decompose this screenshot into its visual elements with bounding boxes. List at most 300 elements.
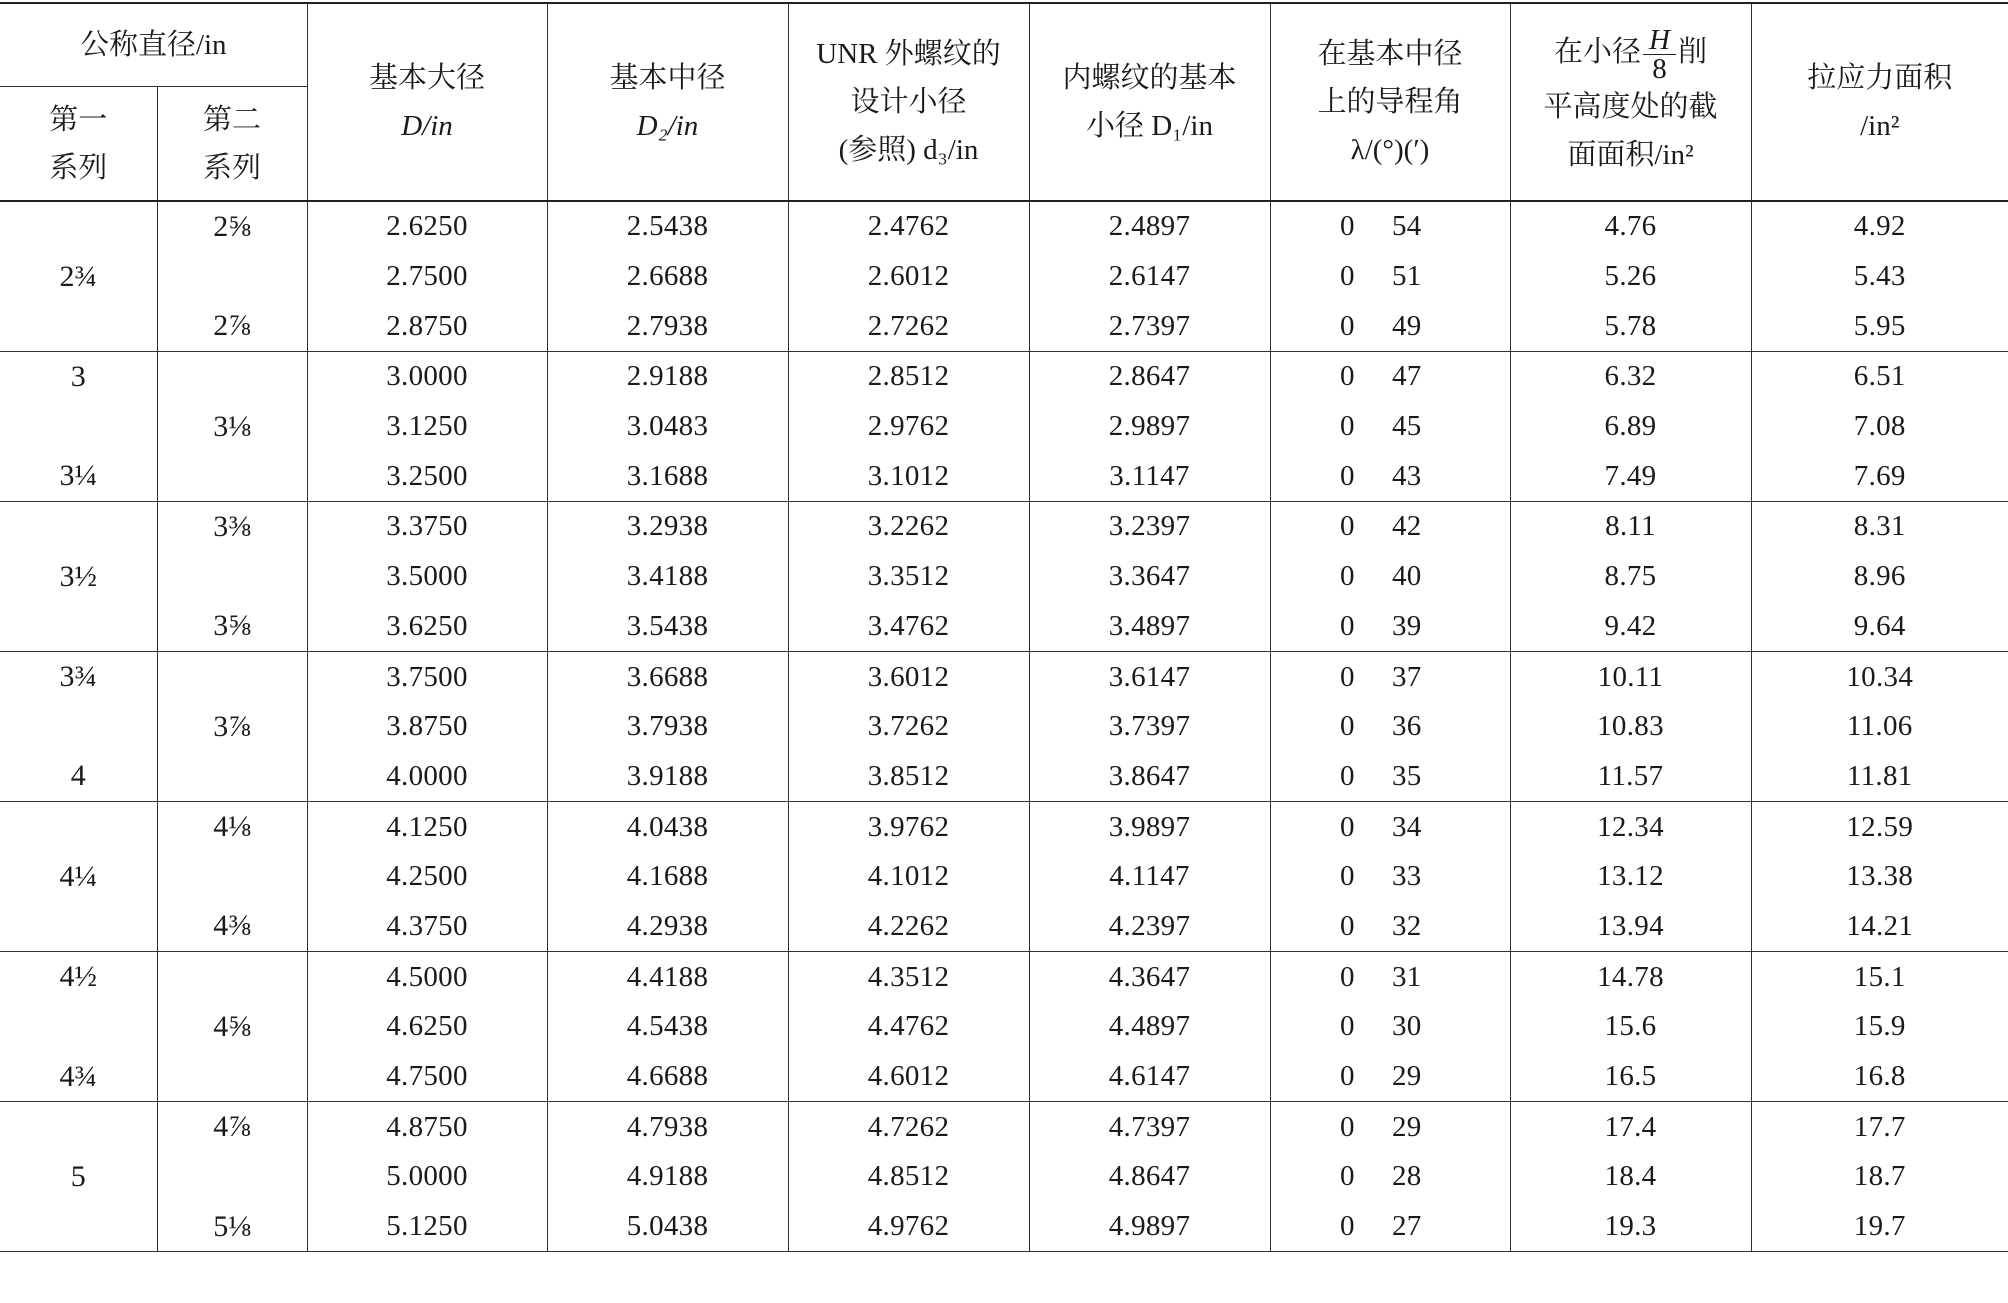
header-text-line: 第二 [202, 103, 261, 136]
lead-angle-degrees: 0 [1340, 560, 1355, 593]
lead-angle-degrees: 0 [1340, 360, 1355, 393]
header-text-line: 设计小径 [850, 86, 967, 118]
cell-second-series: 3⅛ [157, 402, 307, 452]
cell-section-area: 18.4 [1510, 1152, 1751, 1202]
lead-angle-minutes: 35 [1392, 759, 1422, 792]
cell-second-series [157, 252, 307, 302]
table-row [0, 352, 2008, 402]
cell-internal-minor-diameter: 3.4897 [1029, 602, 1270, 652]
cell-unr-minor-diameter: 3.7262 [788, 702, 1029, 752]
table-row [0, 1002, 2008, 1052]
cell-first-series: 3¼ [59, 459, 97, 493]
cell-section-area: 5.78 [1510, 301, 1751, 351]
lead-angle-degrees: 0 [1340, 309, 1355, 342]
cell-unr-minor-diameter: 3.3512 [788, 552, 1029, 602]
table-row [0, 252, 2008, 302]
cell-basic-major-diameter: 3.6250 [307, 602, 547, 652]
header-text-line: 系列 [49, 151, 108, 184]
header-text-line: 第一 [49, 103, 108, 136]
cell-second-series: 4⅜ [157, 902, 307, 952]
header-text-line: 基本中径 [609, 62, 726, 94]
lead-angle-degrees: 0 [1340, 660, 1355, 693]
lead-angle-degrees: 0 [1340, 1010, 1355, 1043]
cell-second-series: 3⅞ [157, 702, 307, 752]
cell-basic-major-diameter: 4.6250 [307, 1002, 547, 1052]
cell-basic-pitch-diameter: 2.6688 [547, 252, 788, 302]
table-row [0, 652, 2008, 702]
header-basic-major-diameter [307, 3, 547, 201]
cell-internal-minor-diameter: 4.6147 [1029, 1052, 1270, 1102]
cell-second-series: 3⅝ [157, 602, 307, 652]
cell-internal-minor-diameter: 4.2397 [1029, 902, 1270, 952]
table-row [0, 201, 2008, 252]
lead-angle-value [1340, 410, 1440, 443]
row-group [0, 502, 2008, 652]
cell-basic-major-diameter: 5.0000 [307, 1152, 547, 1202]
header-text-line: 系列 [202, 151, 261, 184]
cell-tensile-stress-area: 8.96 [1751, 552, 2008, 602]
cell-first-series: 2¾ [59, 259, 97, 293]
row-group [0, 201, 2008, 352]
cell-basic-major-diameter: 3.5000 [307, 552, 547, 602]
cell-internal-minor-diameter: 2.4897 [1029, 201, 1270, 252]
cell-first-series [0, 1102, 157, 1152]
cell-internal-minor-diameter: 4.8647 [1029, 1152, 1270, 1202]
lead-angle-minutes: 32 [1392, 909, 1422, 942]
header-text-fragment: 在小径 [1554, 35, 1642, 68]
cell-unr-minor-diameter: 4.4762 [788, 1002, 1029, 1052]
lead-angle-value [1340, 510, 1440, 543]
cell-basic-major-diameter: 5.1250 [307, 1202, 547, 1252]
cell-second-series: 2⅝ [157, 201, 307, 252]
cell-lead-angle [1270, 602, 1510, 652]
cell-basic-major-diameter: 2.8750 [307, 301, 547, 351]
lead-angle-degrees: 0 [1340, 759, 1355, 792]
cell-first-series [0, 602, 157, 652]
cell-section-area: 13.94 [1510, 902, 1751, 952]
lead-angle-minutes: 40 [1392, 560, 1422, 593]
cell-first-series [0, 902, 157, 952]
cell-basic-major-diameter: 2.7500 [307, 252, 547, 302]
table-row [0, 1102, 2008, 1152]
table-row [0, 552, 2008, 602]
table-row [0, 602, 2008, 652]
cell-second-series [157, 451, 307, 501]
cell-first-series: 5 [70, 1159, 86, 1193]
cell-second-series: 4⅝ [157, 1002, 307, 1052]
cell-second-series [157, 752, 307, 802]
header-tensile-stress-area [1751, 3, 2008, 201]
fraction-denominator: 8 [1652, 52, 1667, 85]
cell-lead-angle [1270, 902, 1510, 952]
table-row [0, 702, 2008, 752]
lead-angle-degrees: 0 [1340, 510, 1355, 543]
cell-lead-angle [1270, 852, 1510, 902]
cell-basic-pitch-diameter: 4.4188 [547, 952, 788, 1002]
lead-angle-value [1340, 961, 1440, 994]
cell-lead-angle [1270, 1152, 1510, 1202]
cell-basic-major-diameter: 4.1250 [307, 802, 547, 852]
header-text-line: 上的导程角 [1317, 86, 1463, 118]
cell-section-area: 17.4 [1510, 1102, 1751, 1152]
cell-basic-major-diameter: 4.5000 [307, 952, 547, 1002]
lead-angle-degrees: 0 [1340, 260, 1355, 293]
lead-angle-value [1340, 560, 1440, 593]
cell-tensile-stress-area: 15.1 [1751, 952, 2008, 1002]
header-text-line: 小径 D₁/in [1086, 110, 1213, 142]
cell-basic-major-diameter: 3.0000 [307, 352, 547, 402]
header-section-area [1510, 3, 1751, 201]
cell-basic-major-diameter: 4.3750 [307, 902, 547, 952]
cell-tensile-stress-area: 11.06 [1751, 702, 2008, 752]
cell-basic-pitch-diameter: 3.5438 [547, 602, 788, 652]
lead-angle-minutes: 45 [1392, 410, 1422, 443]
cell-internal-minor-diameter: 2.7397 [1029, 301, 1270, 351]
header-nominal-text: 公称直径/in [79, 29, 227, 61]
cell-tensile-stress-area: 18.7 [1751, 1152, 2008, 1202]
cell-basic-pitch-diameter: 3.0483 [547, 402, 788, 452]
cell-unr-minor-diameter: 4.2262 [788, 902, 1029, 952]
lead-angle-value [1340, 610, 1440, 643]
cell-unr-minor-diameter: 4.3512 [788, 952, 1029, 1002]
cell-tensile-stress-area: 4.92 [1751, 201, 2008, 252]
cell-first-series: 3½ [59, 559, 97, 593]
cell-tensile-stress-area: 5.43 [1751, 252, 2008, 302]
lead-angle-minutes: 29 [1392, 1110, 1422, 1143]
cell-internal-minor-diameter: 4.9897 [1029, 1202, 1270, 1252]
lead-angle-value [1340, 860, 1440, 893]
cell-internal-minor-diameter: 2.6147 [1029, 252, 1270, 302]
cell-lead-angle [1270, 652, 1510, 702]
cell-second-series: 4⅞ [157, 1102, 307, 1152]
cell-unr-minor-diameter: 3.4762 [788, 602, 1029, 652]
cell-tensile-stress-area: 7.08 [1751, 402, 2008, 452]
cell-first-series [0, 301, 157, 351]
cell-tensile-stress-area: 14.21 [1751, 902, 2008, 952]
table-row [0, 902, 2008, 952]
lead-angle-value [1340, 360, 1440, 393]
cell-first-series: 4½ [59, 960, 97, 994]
table-row [0, 402, 2008, 452]
header-basic-pitch-diameter [547, 3, 788, 201]
header-internal-minor-diameter [1029, 3, 1270, 201]
lead-angle-degrees: 0 [1340, 1160, 1355, 1193]
cell-section-area: 11.57 [1510, 752, 1751, 802]
table-row [0, 301, 2008, 351]
cell-section-area: 5.26 [1510, 252, 1751, 302]
cell-internal-minor-diameter: 3.9897 [1029, 802, 1270, 852]
cell-lead-angle [1270, 1002, 1510, 1052]
lead-angle-degrees: 0 [1340, 710, 1355, 743]
lead-angle-minutes: 47 [1392, 360, 1422, 393]
cell-basic-pitch-diameter: 4.7938 [547, 1102, 788, 1152]
cell-second-series: 2⅞ [157, 301, 307, 351]
cell-lead-angle [1270, 352, 1510, 402]
cell-second-series [157, 652, 307, 702]
cell-basic-major-diameter: 3.1250 [307, 402, 547, 452]
cell-lead-angle [1270, 1202, 1510, 1252]
cell-first-series: 4¾ [59, 1059, 97, 1093]
lead-angle-value [1340, 910, 1440, 943]
cell-unr-minor-diameter: 3.2262 [788, 502, 1029, 552]
lead-angle-degrees: 0 [1340, 1210, 1355, 1243]
cell-basic-pitch-diameter: 2.7938 [547, 301, 788, 351]
cell-basic-major-diameter: 2.6250 [307, 201, 547, 252]
lead-angle-value [1340, 260, 1440, 293]
cell-basic-pitch-diameter: 3.4188 [547, 552, 788, 602]
cell-basic-major-diameter: 3.3750 [307, 502, 547, 552]
lead-angle-value [1340, 310, 1440, 343]
cell-section-area: 10.11 [1510, 652, 1751, 702]
cell-section-area: 15.6 [1510, 1002, 1751, 1052]
cell-unr-minor-diameter: 3.1012 [788, 451, 1029, 501]
cell-basic-major-diameter: 4.0000 [307, 752, 547, 802]
table-row [0, 1152, 2008, 1202]
header-text-line: /in² [1860, 110, 1900, 142]
cell-internal-minor-diameter: 3.3647 [1029, 552, 1270, 602]
cell-basic-pitch-diameter: 4.6688 [547, 1052, 788, 1102]
cell-unr-minor-diameter: 2.6012 [788, 252, 1029, 302]
cell-first-series [0, 1202, 157, 1252]
cell-unr-minor-diameter: 2.8512 [788, 352, 1029, 402]
lead-angle-minutes: 51 [1392, 260, 1422, 293]
cell-unr-minor-diameter: 2.9762 [788, 402, 1029, 452]
cell-section-area: 7.49 [1510, 451, 1751, 501]
cell-second-series [157, 352, 307, 402]
lead-angle-degrees: 0 [1340, 410, 1355, 443]
table-row [0, 1202, 2008, 1252]
cell-basic-pitch-diameter: 4.1688 [547, 852, 788, 902]
header-text-line: 拉应力面积 [1807, 62, 1953, 94]
header-text-line: 基本大径 [368, 62, 485, 94]
lead-angle-value [1340, 661, 1440, 694]
cell-section-area: 4.76 [1510, 201, 1751, 252]
cell-internal-minor-diameter: 4.3647 [1029, 952, 1270, 1002]
lead-angle-minutes: 36 [1392, 710, 1422, 743]
header-text-fragment: 削 [1677, 35, 1707, 68]
cell-unr-minor-diameter: 3.9762 [788, 802, 1029, 852]
cell-tensile-stress-area: 17.7 [1751, 1102, 2008, 1152]
cell-lead-angle [1270, 301, 1510, 351]
cell-tensile-stress-area: 15.9 [1751, 1002, 2008, 1052]
cell-second-series: 3⅜ [157, 502, 307, 552]
header-unr-minor-diameter [788, 3, 1029, 201]
cell-lead-angle [1270, 752, 1510, 802]
cell-tensile-stress-area: 5.95 [1751, 301, 2008, 351]
cell-lead-angle [1270, 201, 1510, 252]
header-text-line: λ/(°)(′) [1350, 134, 1430, 166]
cell-basic-pitch-diameter: 2.5438 [547, 201, 788, 252]
cell-unr-minor-diameter: 4.6012 [788, 1052, 1029, 1102]
cell-tensile-stress-area: 8.31 [1751, 502, 2008, 552]
row-group [0, 1102, 2008, 1252]
cell-basic-major-diameter: 4.2500 [307, 852, 547, 902]
cell-internal-minor-diameter: 3.8647 [1029, 752, 1270, 802]
cell-section-area: 8.75 [1510, 552, 1751, 602]
cell-first-series [0, 702, 157, 752]
cell-lead-angle [1270, 802, 1510, 852]
header-second-series [157, 87, 307, 202]
cell-first-series [0, 1002, 157, 1052]
cell-basic-pitch-diameter: 4.0438 [547, 802, 788, 852]
cell-unr-minor-diameter: 2.7262 [788, 301, 1029, 351]
cell-section-area: 6.32 [1510, 352, 1751, 402]
lead-angle-value [1340, 1060, 1440, 1093]
lead-angle-degrees: 0 [1340, 909, 1355, 942]
header-text-line: 在基本中径 [1317, 38, 1463, 70]
cell-tensile-stress-area: 19.7 [1751, 1202, 2008, 1252]
cell-internal-minor-diameter: 4.4897 [1029, 1002, 1270, 1052]
cell-internal-minor-diameter: 3.1147 [1029, 451, 1270, 501]
table-row [0, 1052, 2008, 1102]
cell-section-area: 12.34 [1510, 802, 1751, 852]
lead-angle-minutes: 54 [1392, 210, 1422, 243]
cell-section-area: 16.5 [1510, 1052, 1751, 1102]
cell-tensile-stress-area: 11.81 [1751, 752, 2008, 802]
cell-lead-angle [1270, 1102, 1510, 1152]
lead-angle-value [1340, 1160, 1440, 1193]
lead-angle-minutes: 37 [1392, 660, 1422, 693]
header-text-line: (参照) d₃/in [838, 134, 979, 166]
cell-unr-minor-diameter: 4.8512 [788, 1152, 1029, 1202]
cell-tensile-stress-area: 16.8 [1751, 1052, 2008, 1102]
cell-second-series: 4⅛ [157, 802, 307, 852]
row-group [0, 652, 2008, 802]
cell-internal-minor-diameter: 4.1147 [1029, 852, 1270, 902]
cell-tensile-stress-area: 10.34 [1751, 652, 2008, 702]
table-row [0, 852, 2008, 902]
cell-unr-minor-diameter: 2.4762 [788, 201, 1029, 252]
cell-internal-minor-diameter: 4.7397 [1029, 1102, 1270, 1152]
lead-angle-minutes: 30 [1392, 1010, 1422, 1043]
lead-angle-value [1340, 1210, 1440, 1243]
cell-second-series [157, 552, 307, 602]
cell-internal-minor-diameter: 2.8647 [1029, 352, 1270, 402]
cell-basic-major-diameter: 3.7500 [307, 652, 547, 702]
lead-angle-degrees: 0 [1340, 459, 1355, 492]
cell-lead-angle [1270, 702, 1510, 752]
cell-tensile-stress-area: 12.59 [1751, 802, 2008, 852]
header-text-line: 平高度处的截 [1543, 90, 1718, 123]
cell-unr-minor-diameter: 4.7262 [788, 1102, 1029, 1152]
cell-second-series [157, 852, 307, 902]
header-text-line: 内螺纹的基本 [1062, 62, 1237, 94]
lead-angle-value [1340, 760, 1440, 793]
cell-basic-pitch-diameter: 3.1688 [547, 451, 788, 501]
lead-angle-degrees: 0 [1340, 609, 1355, 642]
cell-lead-angle [1270, 252, 1510, 302]
cell-basic-pitch-diameter: 3.7938 [547, 702, 788, 752]
table-header [0, 3, 2008, 201]
table-row [0, 802, 2008, 852]
header-text-line: 面面积/in² [1567, 138, 1694, 171]
header-text-line [1511, 23, 1751, 85]
cell-section-area: 19.3 [1510, 1202, 1751, 1252]
cell-second-series [157, 1052, 307, 1102]
cell-tensile-stress-area: 13.38 [1751, 852, 2008, 902]
lead-angle-minutes: 28 [1392, 1160, 1422, 1193]
lead-angle-minutes: 49 [1392, 309, 1422, 342]
cell-first-series [0, 502, 157, 552]
lead-angle-value [1340, 1111, 1440, 1144]
cell-lead-angle [1270, 502, 1510, 552]
cell-first-series: 3 [70, 359, 86, 393]
cell-basic-major-diameter: 4.8750 [307, 1102, 547, 1152]
cell-basic-pitch-diameter: 3.6688 [547, 652, 788, 702]
cell-unr-minor-diameter: 4.1012 [788, 852, 1029, 902]
cell-section-area: 9.42 [1510, 602, 1751, 652]
cell-second-series: 5⅛ [157, 1202, 307, 1252]
cell-section-area: 6.89 [1510, 402, 1751, 452]
cell-section-area: 14.78 [1510, 952, 1751, 1002]
cell-section-area: 8.11 [1510, 502, 1751, 552]
lead-angle-degrees: 0 [1340, 860, 1355, 893]
thread-dimensions-table [0, 2, 2008, 1252]
cell-lead-angle [1270, 1052, 1510, 1102]
lead-angle-minutes: 27 [1392, 1210, 1422, 1243]
fraction-numerator: H [1643, 26, 1676, 55]
header-first-series [0, 87, 157, 202]
row-group [0, 352, 2008, 502]
row-group [0, 802, 2008, 952]
cell-basic-major-diameter: 4.7500 [307, 1052, 547, 1102]
cell-basic-pitch-diameter: 4.5438 [547, 1002, 788, 1052]
lead-angle-minutes: 29 [1392, 1060, 1422, 1093]
lead-angle-minutes: 33 [1392, 860, 1422, 893]
header-text-line: D₂/in [636, 110, 699, 142]
cell-second-series [157, 1152, 307, 1202]
header-nominal-diameter [0, 3, 307, 87]
cell-first-series [0, 402, 157, 452]
cell-second-series [157, 952, 307, 1002]
cell-lead-angle [1270, 552, 1510, 602]
header-lead-angle [1270, 3, 1510, 201]
header-text-line: UNR 外螺纹的 [816, 38, 1001, 70]
cell-unr-minor-diameter: 4.9762 [788, 1202, 1029, 1252]
lead-angle-minutes: 43 [1392, 459, 1422, 492]
cell-basic-major-diameter: 3.2500 [307, 451, 547, 501]
cell-basic-pitch-diameter: 4.2938 [547, 902, 788, 952]
cell-basic-pitch-diameter: 5.0438 [547, 1202, 788, 1252]
lead-angle-value [1340, 210, 1440, 243]
row-group [0, 952, 2008, 1102]
cell-section-area: 13.12 [1510, 852, 1751, 902]
lead-angle-value [1340, 460, 1440, 493]
h-over-8-fraction [1643, 23, 1676, 85]
lead-angle-minutes: 42 [1392, 510, 1422, 543]
cell-first-series: 4 [70, 759, 86, 793]
lead-angle-degrees: 0 [1340, 1060, 1355, 1093]
cell-internal-minor-diameter: 3.7397 [1029, 702, 1270, 752]
lead-angle-value [1340, 811, 1440, 844]
cell-lead-angle [1270, 402, 1510, 452]
cell-internal-minor-diameter: 2.9897 [1029, 402, 1270, 452]
cell-tensile-stress-area: 7.69 [1751, 451, 2008, 501]
cell-basic-pitch-diameter: 2.9188 [547, 352, 788, 402]
lead-angle-degrees: 0 [1340, 210, 1355, 243]
table-row [0, 752, 2008, 802]
lead-angle-minutes: 39 [1392, 609, 1422, 642]
lead-angle-degrees: 0 [1340, 1110, 1355, 1143]
cell-tensile-stress-area: 6.51 [1751, 352, 2008, 402]
cell-basic-pitch-diameter: 4.9188 [547, 1152, 788, 1202]
table-row [0, 502, 2008, 552]
cell-basic-pitch-diameter: 3.9188 [547, 752, 788, 802]
cell-lead-angle [1270, 451, 1510, 501]
cell-tensile-stress-area: 9.64 [1751, 602, 2008, 652]
cell-first-series [0, 802, 157, 852]
cell-unr-minor-diameter: 3.8512 [788, 752, 1029, 802]
